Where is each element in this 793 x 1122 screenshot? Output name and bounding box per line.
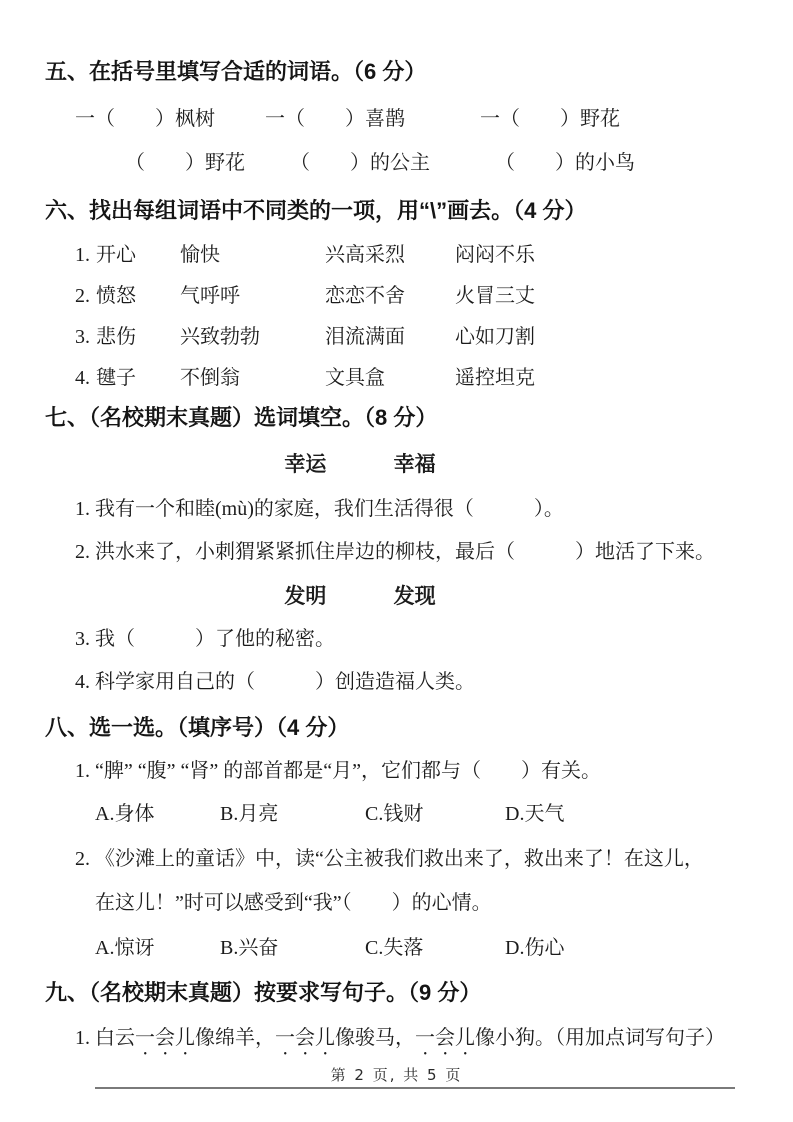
fill-blank-item: 一（ ）野花	[480, 108, 620, 130]
word-group-row	[75, 240, 535, 270]
word-bank-1	[0, 449, 720, 479]
section-5-row-1	[75, 104, 620, 134]
sentence-segment: 像骏马，	[335, 1027, 415, 1049]
word: 闷闷不乐	[455, 244, 535, 266]
heading-source-tag: （名校期末真题）	[89, 980, 255, 1005]
emphasized-word: 一会儿	[135, 1027, 195, 1049]
word-group-first	[75, 322, 180, 352]
word: 兴高采烈	[325, 244, 405, 266]
heading-number: 七、	[45, 405, 90, 430]
word: 兴致勃勃	[180, 326, 260, 348]
bank-word: 发明	[284, 584, 327, 608]
word: 毽子	[96, 367, 136, 389]
sentence-segment: 1. 白云	[75, 1027, 135, 1049]
question-item: 1. “脾” “腹” “肾” 的部首都是“月”，它们都与（ ）有关。	[75, 760, 602, 782]
word-group-first	[75, 240, 180, 270]
word: 悲伤	[96, 326, 136, 348]
word: 文具盒	[325, 367, 385, 389]
question-item-line-1: 2. 《沙滩上的童话》中，读“公主被我们救出来了，救出来了！在这儿，	[75, 848, 704, 870]
section-7-heading	[45, 403, 437, 433]
word-bank-2	[0, 581, 720, 611]
question-item: 1. 我有一个和睦(mù)的家庭，我们生活得很（ ）。	[75, 498, 564, 520]
word: 愤怒	[96, 285, 136, 307]
section-9-heading	[45, 978, 481, 1008]
bank-word: 幸运	[284, 452, 327, 476]
footer-divider	[95, 1087, 735, 1089]
word-group-row	[75, 363, 535, 393]
option-d: D.天气	[505, 803, 565, 825]
item-number: 1.	[75, 244, 90, 266]
heading-source-tag: （名校期末真题）	[89, 405, 255, 430]
word: 泪流满面	[325, 326, 405, 348]
option-b: B.兴奋	[220, 937, 279, 959]
option-b: B.月亮	[220, 803, 279, 825]
section-5-heading: 五、在括号里填写合适的词语。（6 分）	[45, 59, 427, 84]
bank-word: 发现	[393, 584, 436, 608]
sentence-segment: 像绵羊，	[195, 1027, 275, 1049]
fill-blank-item: 一（ ）喜鹊	[265, 108, 405, 130]
fill-blank-item: （ ）野花	[125, 152, 245, 174]
heading-title: 按要求写句子。（9 分）	[254, 980, 482, 1005]
options-row	[95, 933, 564, 963]
item-number: 3.	[75, 326, 90, 348]
item-number: 2.	[75, 285, 90, 307]
word: 气呼呼	[180, 285, 240, 307]
section-5-row-2	[125, 148, 635, 178]
question-item: 2. 洪水来了，小刺猬紧紧抓住岸边的柳枝，最后（ ）地活了下来。	[75, 541, 715, 563]
word: 恋恋不舍	[325, 285, 405, 307]
sentence-segment: 像小狗。（用加点词写句子）	[475, 1027, 725, 1049]
word-group-first	[75, 281, 180, 311]
section-8-heading: 八、选一选。（填序号）（4 分）	[45, 715, 350, 740]
heading-number: 九、	[45, 980, 90, 1005]
option-d: D.伤心	[505, 937, 565, 959]
word-group-row	[75, 281, 535, 311]
bank-word: 幸福	[393, 452, 436, 476]
fill-blank-item: （ ）的小鸟	[495, 152, 635, 174]
question-item-line-2: 在这儿！”时可以感受到“我”（ ）的心情。	[95, 892, 492, 914]
word: 遥控坦克	[455, 367, 535, 389]
question-item: 3. 我（ ）了他的秘密。	[75, 628, 335, 650]
heading-title: 选词填空。（8 分）	[254, 405, 438, 430]
word: 火冒三丈	[455, 285, 535, 307]
word: 心如刀割	[455, 326, 535, 348]
option-c: C.失落	[365, 937, 424, 959]
page-number-label: 第 2 页, 共 5 页	[330, 1066, 463, 1084]
option-c: C.钱财	[365, 803, 424, 825]
word-group-row	[75, 322, 535, 352]
word: 愉快	[180, 244, 220, 266]
item-number: 4.	[75, 367, 90, 389]
options-row	[95, 799, 564, 829]
option-a: A.惊讶	[95, 937, 155, 959]
question-item	[75, 1023, 725, 1060]
option-a: A.身体	[95, 803, 155, 825]
word: 不倒翁	[180, 367, 240, 389]
emphasized-word: 一会儿	[415, 1027, 475, 1049]
emphasized-word: 一会儿	[275, 1027, 335, 1049]
word: 开心	[96, 244, 136, 266]
question-item: 4. 科学家用自己的（ ）创造造福人类。	[75, 671, 475, 693]
section-6-heading: 六、找出每组词语中不同类的一项，用“\”画去。（4 分）	[45, 198, 587, 223]
fill-blank-item: 一（ ）枫树	[75, 108, 215, 130]
word-group-first	[75, 363, 180, 393]
fill-blank-item: （ ）的公主	[290, 152, 430, 174]
